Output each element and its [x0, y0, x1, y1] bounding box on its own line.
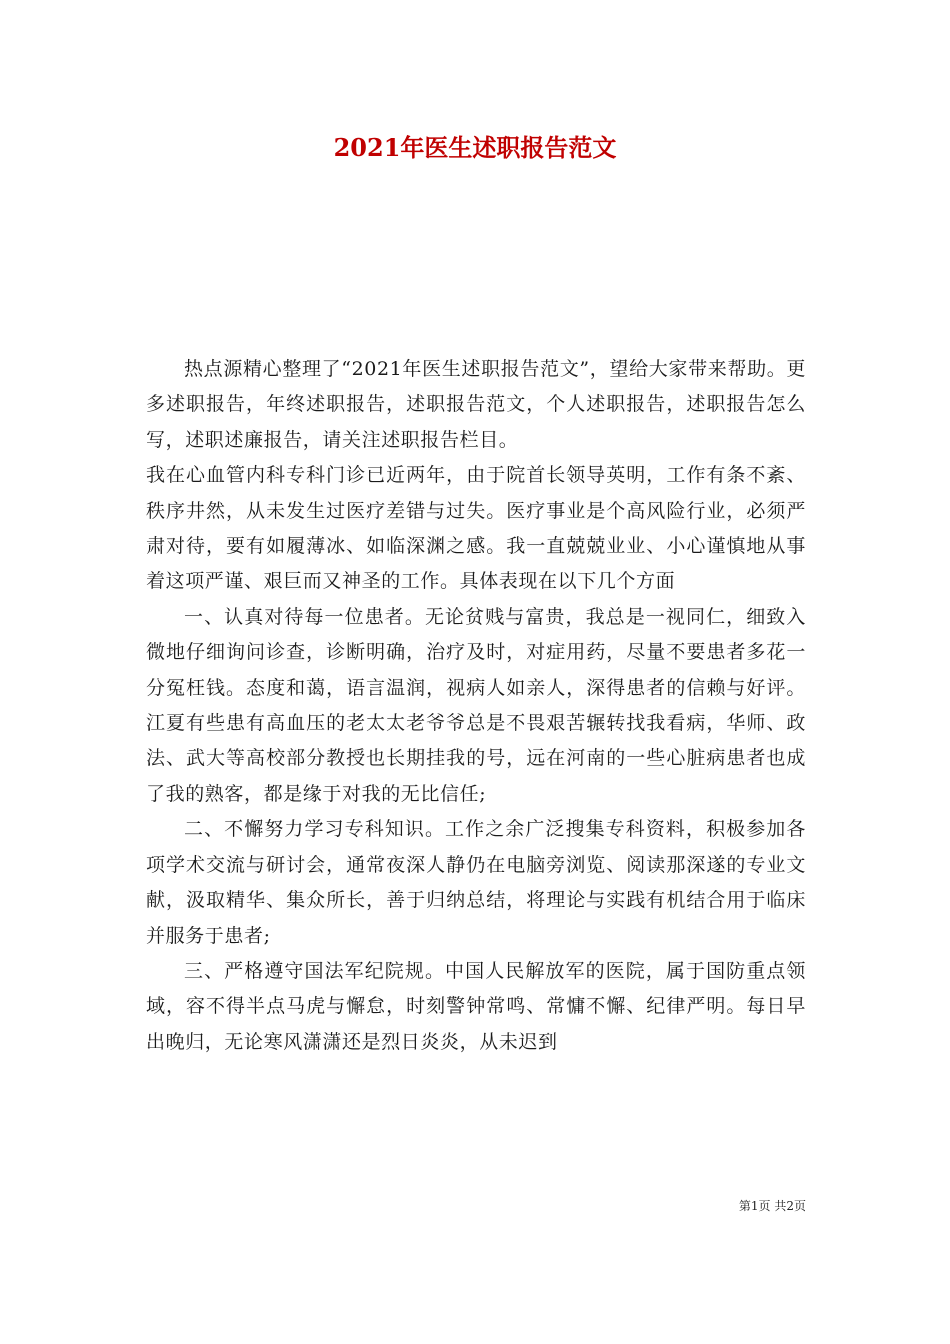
page-number-footer: 第1页 共2页: [738, 1199, 806, 1213]
paragraph-point-three: 三、严格遵守国法军纪院规。中国人民解放军的医院，属于国防重点领域，容不得半点马虎与懈怠，时刻警钟常鸣、常慵不懈、纪律严明。每日早出晚归，无论寒风潇潇还是烈日炎炎，从未迟到: [146, 959, 806, 1053]
document-title: 2021年医生述职报告范文: [333, 133, 617, 162]
paragraph-background: 我在心血管内科专科门诊已近两年，由于院首长领导英明，工作有条不紊、秩序井然，从未发生过医疗差错与过失。医疗事业是个高风险行业，必须严肃对待，要有如履薄冰、如临深渊之感。我一直兢兢业业、小心谨慎地从事着这项严谨、艰巨而又神圣的工作。具体表现在以下几个方面: [146, 464, 806, 593]
paragraph-point-one: 一、认真对待每一位患者。无论贫贱与富贵，我总是一视同仁，细致入微地仔细询问诊查，诊断明确，治疗及时，对症用药，尽量不要患者多花一分冤枉钱。态度和蔼，语言温润，视病人如亲人，深得患者的信赖与好评。江夏有些患有高血压的老太太老爷爷总是不畏艰苦辗转找我看病，华师、政法、武大等高校部分教授也长期挂我的号，远在河南的一些心脏病患者也成了我的熟客，都是缘于对我的无比信任;: [146, 605, 806, 805]
document-body: [146, 352, 806, 1060]
paragraph-point-two: 二、不懈努力学习专科知识。工作之余广泛搜集专科资料，积极参加各项学术交流与研讨会，通常夜深人静仍在电脑旁浏览、阅读那深遂的专业文献，汲取精华、集众所长，善于归纳总结，将理论与实践有机结合用于临床并服务于患者;: [146, 818, 806, 947]
paragraph-intro: 热点源精心整理了“2021年医生述职报告范文”，望给大家带来帮助。更多述职报告，年终述职报告，述职报告范文，个人述职报告，述职报告怎么写，述职述廉报告，请关注述职报告栏目。: [146, 358, 806, 451]
